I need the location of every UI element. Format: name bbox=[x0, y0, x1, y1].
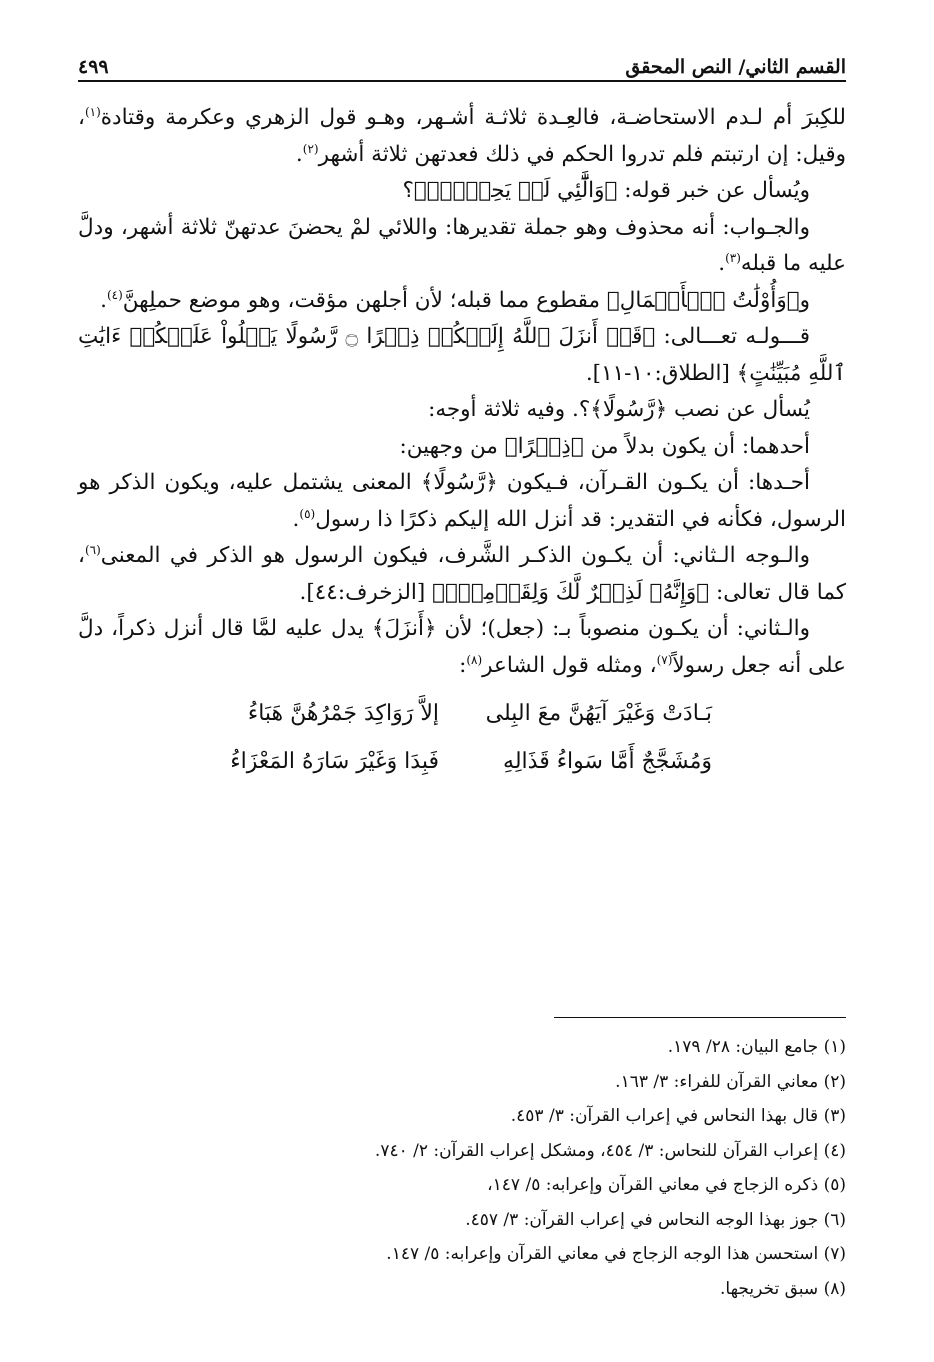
footnote-1: (١) جامع البيان: ٢٨/ ١٧٩. bbox=[667, 1037, 846, 1057]
paragraph-1: للكِبرَ أم لـدم الاستحاضـة، فالعِـدة ثلاثـة أشـهر، وهـو قول الزهري وعكرمة وقتادة$^{(١)}$، وقيل: إن ارتبتم فلم تدروا الحكم في ذلك فعدتهن ثلاثة أشهر$^{(٢)}$. bbox=[78, 104, 846, 167]
verse-line-2-first-hemistich: وَمُشَجَّجٌ أَمَّا سَواءُ قَذَالِهِ bbox=[503, 749, 712, 774]
header-title: القسم الثاني/ النص المحقق bbox=[625, 56, 846, 78]
paragraph-6: يُسأل عن نصب ﴿رَّسُولًا﴾؟. وفيه ثلاثة أوجه: bbox=[428, 397, 810, 422]
footnote-ref-6: (٦) bbox=[84, 542, 101, 557]
paragraph-2: ويُسأل عن خبر قوله: ﴿وَالَّٰٓئِي لَمۡ يَحِضۡنَۚ﴾؟ bbox=[402, 178, 810, 203]
poetry-verse bbox=[212, 690, 712, 786]
verse-line-2-second-hemistich: فَبِدَا وَغَيْرَ سَارَهُ المَعْزَاءُ bbox=[230, 749, 439, 774]
footnote-ref-7: (٧) bbox=[656, 652, 673, 667]
footnote-ref-8: (٨) bbox=[466, 652, 483, 667]
paragraph-3: والجـواب: أنه محذوف وهو جملة تقديرها: واللائي لمْ يحضنَ عدتهنّ ثلاثة أشهر، ودلَّ عليه ما قبله$^{(٣)}$. bbox=[78, 214, 846, 276]
verse-line-1-second-hemistich: إلاَّ رَوَاكِدَ جَمْرُهُنَّ هَبَاءُ bbox=[247, 701, 439, 726]
paragraph-5-quran-verse: قـــولـه تعـــالى: ﴿قَدۡ أَنزَلَ ٱللَّهُ إِلَيۡكُمۡ ذِكۡرًا ۝ رَّسُولًا يَتۡلُواْ عَلَيۡكُمۡ ءَايَٰتِ ٱللَّهِ مُبَيِّنَٰتٍ﴾ [الطلاق:١٠-١١]. bbox=[78, 324, 846, 386]
footnote-ref-1: (١) bbox=[84, 104, 101, 119]
footnote-ref-2: (٢) bbox=[302, 141, 319, 156]
footnote-4: (٤) إعراب القرآن للنحاس: ٣/ ٤٥٤، ومشكل إعراب القرآن: ٢/ ٧٤٠. bbox=[374, 1140, 846, 1161]
footnote-ref-4: (٤) bbox=[106, 287, 123, 302]
paragraph-8: أحـدها: أن يكـون القـرآن، فـيكون ﴿رَّسُولًا﴾ المعنى يشتمل عليه، ويكون الذكر هو الرسول، فكأنه في التقدير: قد أنزل الله إليكم ذكرًا ذا رسول$^{(٥)}$. bbox=[78, 470, 846, 532]
paragraph-9: والـوجه الـثاني: أن يكـون الذكـر الشَّرف، فيكون الرسول هو الذكر في المعنى$^{(٦)}$، كما قال تعالى: ﴿وَإِنَّهُۥ لَذِكۡرٌ لَّكَ وَلِقَوۡمِكَۖ﴾ [الزخرف:٤٤]. bbox=[78, 542, 846, 605]
page-number: ٤٩٩ bbox=[78, 56, 109, 78]
paragraph-4: و﴿وَأُوْلَٰتُ ٱلۡأَحۡمَالِ﴾ مقطوع مما قبله؛ لأن أجلهن مؤقت، وهو موضع حملِهنَّ$^{(٤)}$. bbox=[100, 287, 810, 313]
paragraph-10: والـثاني: أن يكـون منصوباً بـ: (جعل)؛ لأن ﴿أَنزَلَ﴾ يدل عليه لمَّا قال أنزل ذكراً، دلَّ على أنه جعل رسولاً$^{(٧)}$، ومثله قول الشاعر$^{(٨)}$: bbox=[78, 616, 846, 678]
paragraph-7: أحدهما: أن يكون بدلاً من ﴿ذِكۡرًا﴾ من وجهين: bbox=[399, 433, 810, 459]
footnote-ref-3: (٣) bbox=[725, 250, 741, 265]
footnote-5: (٥) ذكره الزجاج في معاني القرآن وإعرابه: ٥/ ١٤٧، bbox=[487, 1175, 846, 1195]
footnote-8: (٨) سبق تخريجها. bbox=[720, 1278, 846, 1299]
running-header bbox=[78, 44, 846, 78]
footnote-3: (٣) قال بهذا النحاس في إعراب القرآن: ٣/ ٤٥٣. bbox=[510, 1106, 846, 1126]
footnotes bbox=[78, 1030, 846, 1306]
footnote-2: (٢) معاني القرآن للفراء: ٣/ ١٦٣. bbox=[615, 1071, 846, 1092]
main-text bbox=[78, 100, 846, 786]
footnote-7: (٧) استحسن هذا الوجه الزجاج في معاني القرآن وإعرابه: ٥/ ١٤٧. bbox=[386, 1244, 846, 1264]
footnote-divider bbox=[554, 1017, 846, 1018]
footnote-ref-5: (٥) bbox=[299, 506, 316, 521]
header-divider bbox=[78, 80, 846, 82]
verse-line-1-first-hemistich: بَـادَتْ وَغَيْرَ آيَهُنَّ معَ البِلى bbox=[485, 701, 712, 726]
footnote-6: (٦) جوز بهذا الوجه النحاس في إعراب القرآن: ٣/ ٤٥٧. bbox=[465, 1209, 846, 1230]
